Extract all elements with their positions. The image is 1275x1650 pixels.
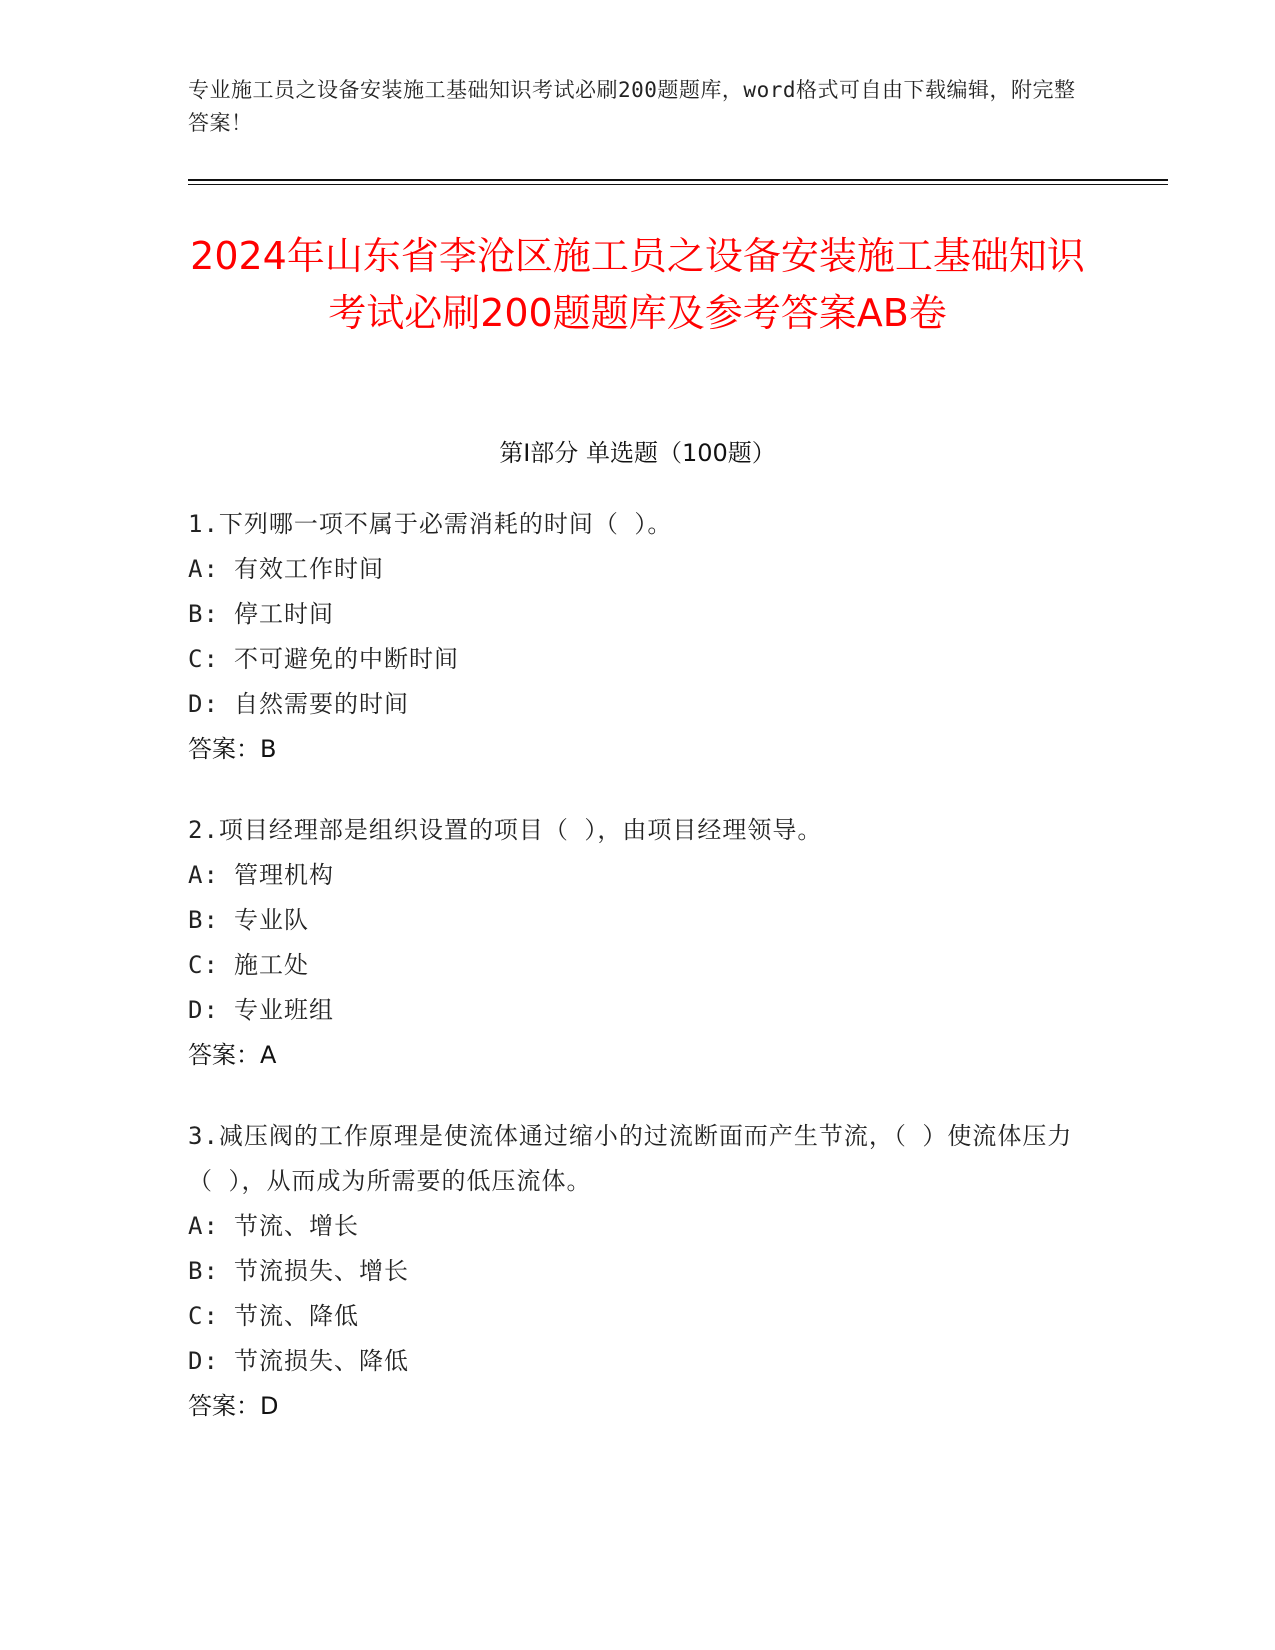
option-text: 有效工作时间 <box>234 555 384 583</box>
option-text: 停工时间 <box>234 600 334 628</box>
option-text: 施工处 <box>234 951 309 979</box>
option-letter: D: <box>188 996 219 1024</box>
option-text: 节流损失、增长 <box>234 1257 409 1285</box>
option-d <box>188 1339 1088 1384</box>
option-text: 节流、增长 <box>234 1212 359 1240</box>
option-c <box>188 943 1088 988</box>
option-letter: B: <box>188 1257 219 1285</box>
option-text: 节流损失、降低 <box>234 1347 409 1375</box>
answer-line: 答案：B <box>188 735 277 763</box>
option-letter: B: <box>188 600 219 628</box>
question-stem: 1.下列哪一项不属于必需消耗的时间（ ）。 <box>188 510 673 538</box>
option-a <box>188 853 1088 898</box>
option-b <box>188 898 1088 943</box>
header-note: 专业施工员之设备安装施工基础知识考试必刷200题题库，word格式可自由下载编辑，附完整答案！ <box>188 78 1076 135</box>
question-1 <box>188 502 1088 772</box>
header-divider-thin <box>188 184 1168 185</box>
option-letter: A: <box>188 1212 219 1240</box>
option-letter: D: <box>188 690 219 718</box>
option-text: 专业班组 <box>234 996 334 1024</box>
option-b <box>188 1249 1088 1294</box>
question-2 <box>188 808 1088 1078</box>
option-letter: D: <box>188 1347 219 1375</box>
question-stem: 3.减压阀的工作原理是使流体通过缩小的过流断面而产生节流，（ ）使流体压力（ ），从而成为所需要的低压流体。 <box>188 1122 1073 1195</box>
document-title: 2024年山东省李沧区施工员之设备安装施工基础知识考试必刷200题题库及参考答案AB卷 <box>190 234 1085 335</box>
option-letter: B: <box>188 906 219 934</box>
option-letter: C: <box>188 951 219 979</box>
option-c <box>188 1294 1088 1339</box>
option-a <box>188 547 1088 592</box>
answer-line: 答案：A <box>188 1041 277 1069</box>
section-heading: 第I部分 单选题（100题） <box>499 439 776 467</box>
answer-line: 答案：D <box>188 1392 279 1420</box>
option-b <box>188 592 1088 637</box>
option-text: 专业队 <box>234 906 309 934</box>
option-text: 自然需要的时间 <box>234 690 409 718</box>
option-a <box>188 1204 1088 1249</box>
option-text: 节流、降低 <box>234 1302 359 1330</box>
option-d <box>188 988 1088 1033</box>
option-letter: A: <box>188 861 219 889</box>
option-letter: C: <box>188 645 219 673</box>
header-divider-thick <box>188 179 1168 181</box>
question-stem: 2.项目经理部是组织设置的项目（ ），由项目经理领导。 <box>188 816 823 844</box>
question-3 <box>188 1114 1088 1429</box>
option-d <box>188 682 1088 727</box>
option-c <box>188 637 1088 682</box>
option-text: 管理机构 <box>234 861 334 889</box>
option-text: 不可避免的中断时间 <box>234 645 459 673</box>
option-letter: C: <box>188 1302 219 1330</box>
option-letter: A: <box>188 555 219 583</box>
